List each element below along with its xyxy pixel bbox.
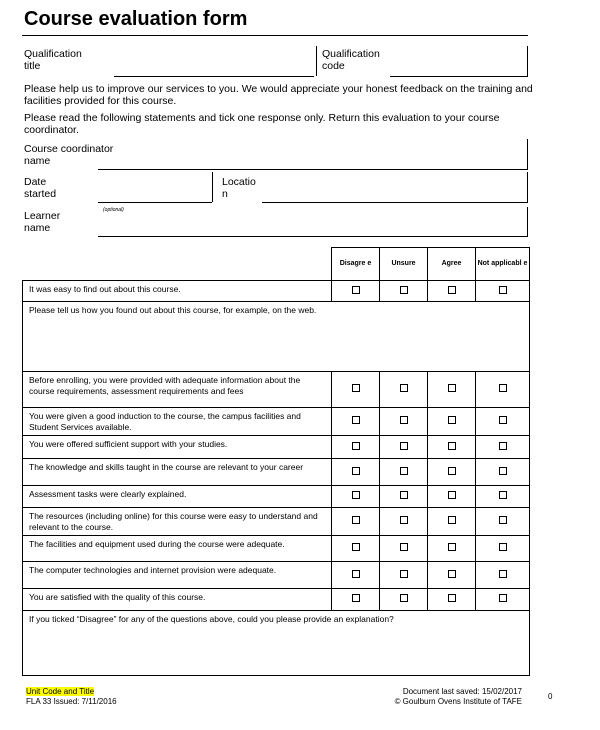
disagree-checkbox[interactable]	[352, 543, 360, 551]
question-text: The computer technologies and internet provision were adequate.	[23, 562, 332, 589]
table-row	[23, 562, 530, 589]
not-applicable-checkbox[interactable]	[499, 467, 507, 475]
unsure-checkbox[interactable]	[400, 467, 408, 475]
qualification-title-label: Qualification title	[24, 48, 82, 72]
title-rule	[22, 35, 528, 36]
agree-checkbox[interactable]	[448, 442, 456, 450]
footer-left	[26, 687, 117, 707]
question-text: The knowledge and skills taught in the course are relevant to your career	[23, 459, 332, 486]
field-divider	[212, 172, 213, 202]
agree-checkbox[interactable]	[448, 594, 456, 602]
not-applicable-checkbox[interactable]	[499, 516, 507, 524]
intro-paragraph-1: Please help us to improve our services to you. We would appreciate your honest feedback on the training and facilities provided for this course.	[24, 83, 533, 107]
question-text: You were given a good induction to the course, the campus facilities and Student Services available.	[23, 408, 332, 436]
not-applicable-checkbox[interactable]	[499, 594, 507, 602]
last-saved: Document last saved: 15/02/2017	[402, 687, 522, 696]
learner-name-field[interactable]	[98, 236, 528, 237]
optional-note: (optional)	[103, 207, 124, 213]
location-field[interactable]	[262, 202, 528, 203]
field-border	[527, 207, 528, 236]
header-not-applicable: Not applicabl e	[476, 248, 530, 281]
table-row	[23, 589, 530, 611]
copyright: © Goulburn Ovens Institute of TAFE	[394, 697, 522, 706]
header-unsure: Unsure	[380, 248, 428, 281]
not-applicable-checkbox[interactable]	[499, 442, 507, 450]
table-row	[23, 486, 530, 508]
table-row	[23, 302, 530, 372]
header-agree: Agree	[428, 248, 476, 281]
unsure-checkbox[interactable]	[400, 491, 408, 499]
unsure-checkbox[interactable]	[400, 384, 408, 392]
not-applicable-checkbox[interactable]	[499, 416, 507, 424]
source-question[interactable]: Please tell us how you found out about this course, for example, on the web.	[23, 302, 530, 372]
question-text: The resources (including online) for this course were easy to understand and relevant to the course.	[23, 508, 332, 536]
agree-checkbox[interactable]	[448, 570, 456, 578]
disagree-checkbox[interactable]	[352, 416, 360, 424]
field-border	[527, 46, 528, 76]
unsure-checkbox[interactable]	[400, 416, 408, 424]
page-number: 0	[548, 692, 553, 701]
agree-checkbox[interactable]	[448, 286, 456, 294]
agree-checkbox[interactable]	[448, 543, 456, 551]
disagree-checkbox[interactable]	[352, 467, 360, 475]
disagree-checkbox[interactable]	[352, 491, 360, 499]
not-applicable-checkbox[interactable]	[499, 286, 507, 294]
question-text: You were offered sufficient support with your studies.	[23, 436, 332, 459]
table-header-row	[23, 248, 530, 281]
disagree-checkbox[interactable]	[352, 286, 360, 294]
field-border	[527, 172, 528, 202]
not-applicable-checkbox[interactable]	[499, 384, 507, 392]
agree-checkbox[interactable]	[448, 516, 456, 524]
table-row	[23, 372, 530, 408]
agree-checkbox[interactable]	[448, 467, 456, 475]
unsure-checkbox[interactable]	[400, 594, 408, 602]
header-disagree: Disagre e	[332, 248, 380, 281]
table-row	[23, 436, 530, 459]
agree-checkbox[interactable]	[448, 384, 456, 392]
question-text: Assessment tasks were clearly explained.	[23, 486, 332, 508]
not-applicable-checkbox[interactable]	[499, 543, 507, 551]
disagree-checkbox[interactable]	[352, 384, 360, 392]
location-label: Locatio n	[222, 176, 256, 200]
coordinator-name-field[interactable]	[98, 169, 528, 170]
agree-checkbox[interactable]	[448, 491, 456, 499]
learner-name-label: Learner name	[24, 210, 61, 234]
question-text: The facilities and equipment used during the course were adequate.	[23, 536, 332, 562]
unsure-checkbox[interactable]	[400, 516, 408, 524]
header-blank-cell	[23, 248, 332, 281]
qualification-title-field[interactable]	[114, 76, 314, 77]
table-row	[23, 281, 530, 302]
field-border	[527, 139, 528, 169]
qualification-code-label: Qualification code	[322, 48, 380, 72]
form-title: Course evaluation form	[24, 8, 248, 30]
unsure-checkbox[interactable]	[400, 442, 408, 450]
coordinator-name-label: Course coordinator name	[24, 143, 114, 167]
table-row	[23, 508, 530, 536]
unit-code-title: Unit Code and Title	[26, 687, 95, 696]
date-started-label: Date started	[24, 176, 57, 200]
question-text: It was easy to find out about this course.	[23, 281, 332, 302]
date-started-field[interactable]	[98, 202, 212, 203]
not-applicable-checkbox[interactable]	[499, 570, 507, 578]
disagree-checkbox[interactable]	[352, 516, 360, 524]
intro-paragraph-2: Please read the following statements and tick one response only. Return this evaluation to your course coordinator.	[24, 112, 500, 136]
unsure-checkbox[interactable]	[400, 570, 408, 578]
disagree-explanation[interactable]: If you ticked “Disagree” for any of the questions above, could you please provide an explanation?	[23, 611, 530, 676]
agree-checkbox[interactable]	[448, 416, 456, 424]
form-issued: FLA 33 Issued: 7/11/2016	[26, 697, 117, 706]
unsure-checkbox[interactable]	[400, 286, 408, 294]
field-divider	[316, 46, 317, 76]
disagree-checkbox[interactable]	[352, 570, 360, 578]
question-text: You are satisfied with the quality of this course.	[23, 589, 332, 611]
not-applicable-checkbox[interactable]	[499, 491, 507, 499]
table-row	[23, 536, 530, 562]
disagree-checkbox[interactable]	[352, 594, 360, 602]
table-row	[23, 459, 530, 486]
footer-right	[330, 687, 522, 707]
evaluation-table	[22, 247, 530, 676]
disagree-checkbox[interactable]	[352, 442, 360, 450]
table-row	[23, 611, 530, 676]
unsure-checkbox[interactable]	[400, 543, 408, 551]
question-text: Before enrolling, you were provided with adequate information about the course requirements, assessment requirements and fees	[23, 372, 332, 408]
table-row	[23, 408, 530, 436]
qualification-code-field[interactable]	[390, 76, 528, 77]
